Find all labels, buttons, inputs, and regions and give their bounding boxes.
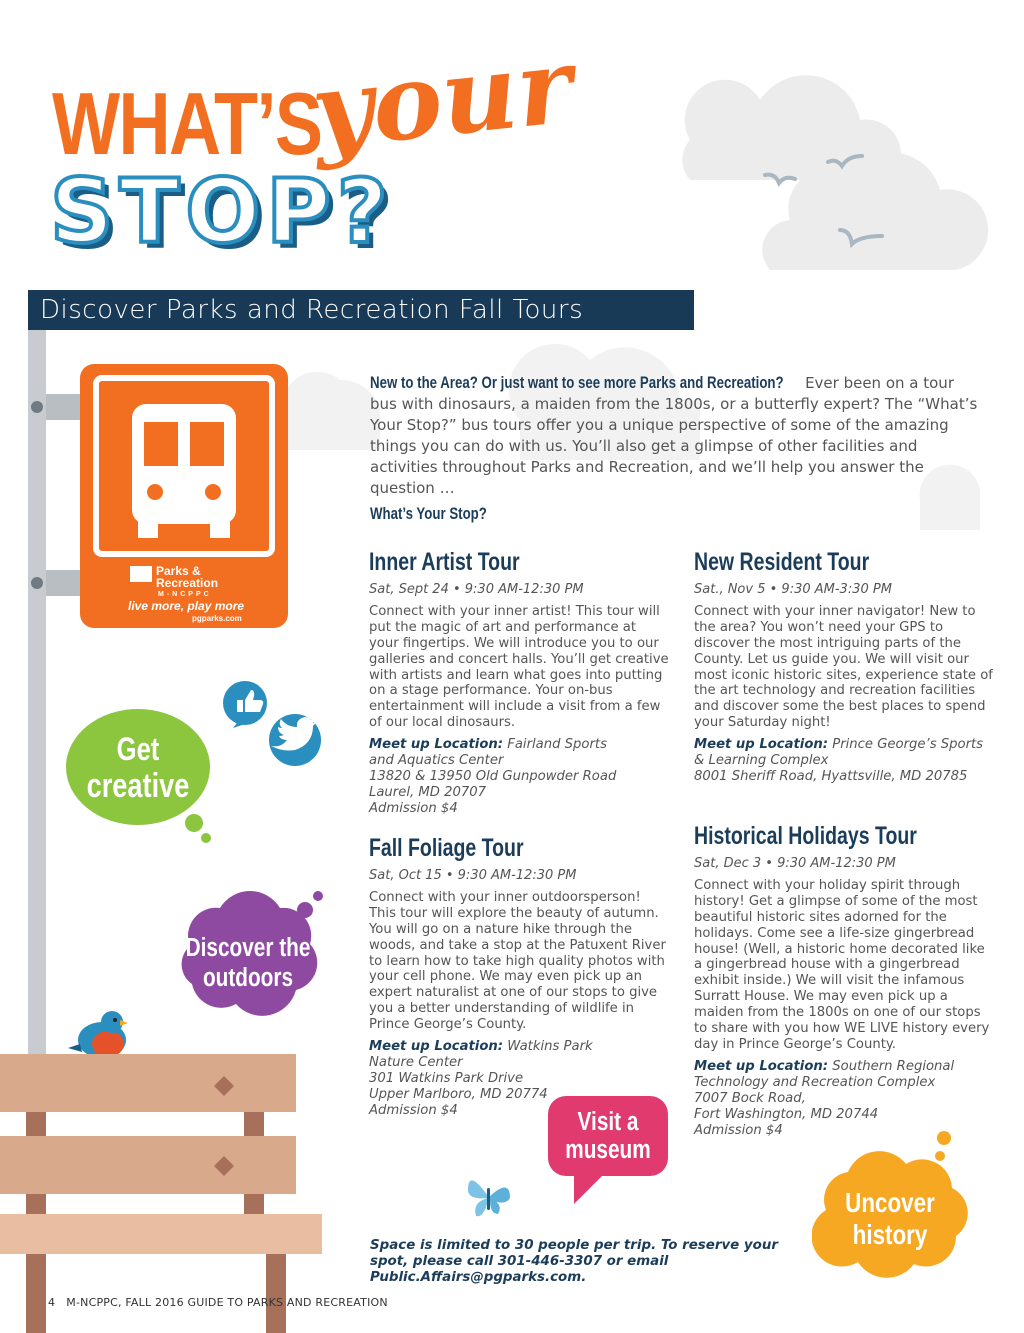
tour-date: Sat, Oct 15 • 9:30 AM-12:30 PM (369, 868, 577, 883)
page-number: 4 (48, 1296, 56, 1309)
page-footer (48, 1296, 388, 1309)
svg-text:outdoors: outdoors (202, 962, 294, 992)
svg-text:Get: Get (116, 732, 160, 768)
svg-text:creative: creative (86, 766, 190, 805)
tour-meet-location: Meet up Location: Fairland Sports and Aquatics Center 13820 & 13950 Old Gunpowder Road Laurel, MD 20707 Admission $4 (369, 737, 617, 816)
thumbs-up-icon (223, 681, 267, 728)
svg-text:live more, play more: live more, play more (128, 599, 245, 613)
tour-meet-location: Meet up Location: Watkins Park Nature Center 301 Watkins Park Drive Upper Marlboro, MD 20774 Admission $4 (369, 1039, 593, 1118)
tour-new-resident (694, 548, 994, 785)
intro-lead: New to the Area? Or just want to see more Parks and Recreation? (370, 373, 784, 392)
tour-description: Connect with your holiday spirit through history! Get a glimpse of some of the most beautiful historic sites adorned for the holidays. Come see a life-size gingerbread house! (Well, a historic home decorated like a gingerbread house with a gingerbread exhibit inside.) We will visit the infamous Surratt House. We may even pick up a maiden from the 1800s on one of our stops to share with you how WE LIVE history every day in Prince George’s County. (694, 877, 990, 1052)
intro-paragraph (370, 372, 980, 524)
svg-text:M-NCPPC: M-NCPPC (158, 591, 212, 598)
tour-meet-location: Meet up Location: Southern Regional Technology and Recreation Complex 7007 Bock Road, Fort Washington, MD 20744 Admission $4 (694, 1058, 955, 1138)
tour-historical-holidays (694, 822, 994, 1138)
tour-title: New Resident Tour (694, 548, 870, 576)
tour-title: Inner Artist Tour (369, 548, 520, 576)
footer-text: M-NCPPC, FALL 2016 GUIDE TO PARKS AND RECREATION (66, 1296, 388, 1309)
discover-outdoors-bubble (170, 886, 330, 1016)
heading-whats: WHAT’S (52, 74, 322, 173)
svg-text:history: history (852, 1219, 928, 1251)
section-banner: Discover Parks and Recreation Fall Tours (28, 290, 694, 330)
svg-text:Discover the: Discover the (185, 932, 311, 962)
tour-date: Sat, Dec 3 • 9:30 AM-12:30 PM (694, 856, 896, 871)
svg-text:pgparks.com: pgparks.com (192, 614, 242, 623)
svg-text:Recreation: Recreation (156, 576, 219, 590)
tour-title: Fall Foliage Tour (369, 834, 524, 862)
tour-description: Connect with your inner navigator! New to the area? You won’t need your GPS to discover the most intriguing parts of the County. Let us guide you. We will visit our most iconic historic sites, experience state of the art technology and recreation facilities and discover some the best places to spend your Saturday night! (694, 603, 993, 731)
park-bench (0, 1050, 330, 1333)
tour-date: Sat, Sept 24 • 9:30 AM-12:30 PM (369, 582, 584, 597)
tour-meet-location: Meet up Location: Prince George’s Sports & Learning Complex 8001 Sheriff Road, Hyattsville, MD 20785 (694, 737, 984, 784)
twitter-icon (269, 714, 321, 766)
svg-text:Parks &: Parks & (156, 564, 201, 578)
butterfly-icon (464, 1174, 514, 1220)
svg-text:Visit a: Visit a (577, 1106, 639, 1136)
svg-text:museum: museum (565, 1134, 651, 1164)
social-bubbles (215, 678, 330, 773)
get-creative-bubble (66, 705, 221, 845)
visit-museum-bubble (548, 1096, 670, 1208)
heading-stop: STOP? (50, 160, 394, 263)
tour-date: Sat., Nov 5 • 9:30 AM-3:30 PM (694, 582, 892, 597)
uncover-history-bubble (812, 1130, 972, 1278)
reservation-note: Space is limited to 30 people per trip. To reserve your spot, please call 301-446-3307 or email Public.Affairs@pgparks.com. (370, 1238, 778, 1285)
svg-text:Uncover: Uncover (845, 1187, 935, 1219)
bus-icon (132, 404, 236, 538)
tour-fall-foliage (369, 834, 669, 1119)
intro-question: What’s Your Stop? (370, 504, 487, 523)
tour-description: Connect with your inner artist! This tour will put the magic of art and performance at your fingertips. We will introduce you to our galleries and concert halls. You’ll get creative with artists and learn what goes into putting on a stage performance. Your on-bus entertainment will include a visit from a few of our local dinosaurs. (369, 603, 669, 731)
intro-body: Ever been on a tour bus with dinosaurs, a maiden from the 1800s, or a butterfly expert? The “What’s Your Stop?” bus tours offer you a unique perspective of some of the amazing things you can do with us. You’ll also get a glimpse of other facilities and activities throughout Parks and Recreation, and we’ll help you answer the question … (370, 374, 978, 497)
tour-description: Connect with your inner outdoorsperson! This tour will explore the beauty of autumn. You will go on a nature hike through the woods, and take a stop at the Patuxent River to learn how to take high quality photos with your cell phone. We may even pick up an expert naturalist at one of our stops to give you a better understanding of wildlife in Prince George’s County. (369, 889, 666, 1033)
heading-your-script: your (306, 23, 578, 173)
tour-inner-artist (369, 548, 669, 817)
tour-title: Historical Holidays Tour (694, 822, 917, 850)
